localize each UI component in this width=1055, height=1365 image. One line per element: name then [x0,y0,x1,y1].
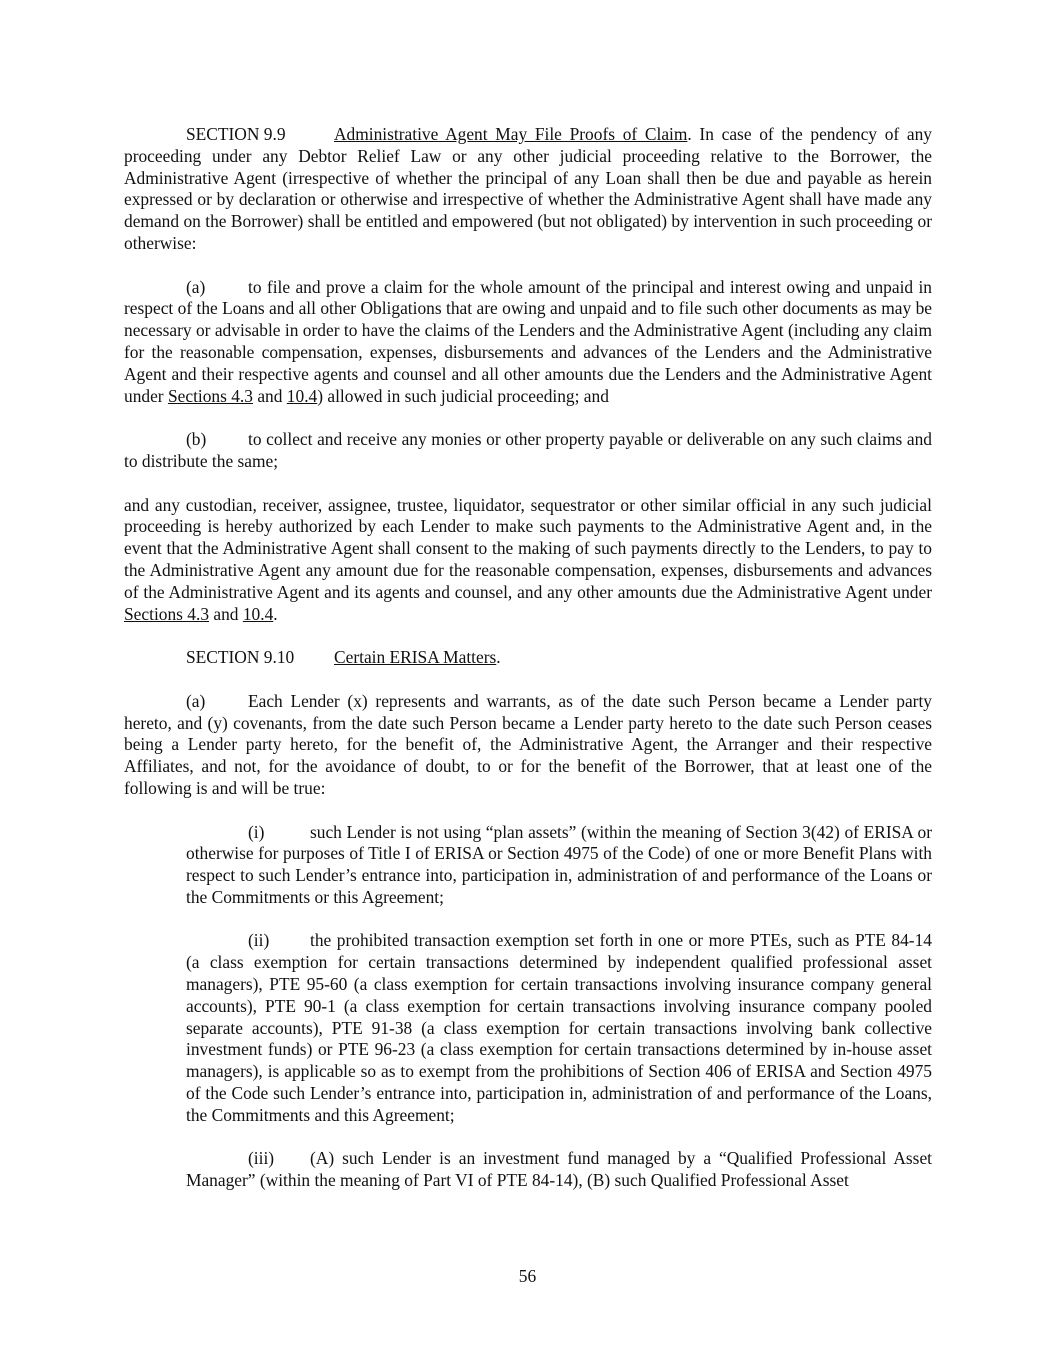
section-9-10-title: Certain ERISA Matters [334,647,497,668]
clause-a-paragraph [124,277,932,408]
clause-b-paragraph [124,429,932,473]
subclause-ii-number: (ii) [248,930,270,951]
section-9-9-heading: SECTION 9.9 [186,124,286,144]
section-9-9-title: Administrative Agent May File Proofs of Claim [334,124,688,144]
subclause-iii-text: (A) such Lender is an investment fund managed by a “Qualified Professional Asset Manager” (within the meaning of Part VI of PTE 84-14), (B) such Qualified Professional Asset [186,1148,932,1191]
clause-a-and: and [252,385,287,406]
section-9-10-heading: SECTION 9.10 [186,647,295,668]
clause-b-text: to collect and receive any monies or other property payable or deliverable on any such claims and to distribute the same; [124,429,932,471]
section-9-10-heading-paragraph [124,647,932,669]
subclause-iii-number: (iii) [248,1148,275,1169]
section-9-9-paragraph [124,124,932,255]
clause-a-end: ) allowed in such judicial proceeding; and [317,385,609,406]
tail-and: and [209,603,243,624]
erisa-clause-a-text: Each Lender (x) represents and warrants, as of the date such Person became a Lender party hereto, and (y) covenants, from the date such Person became a Lender party hereto to the date such Person ceases being a Lender party hereto, for the benefit of, the Administrative Agent, the Arranger and their respective Affiliates, and not, for the avoidance of doubt, to or for the benefit of the Borrower, that at least one of the following is and will be true: [124,690,932,798]
clause-a-ref-10-4: 10.4 [286,385,318,406]
erisa-clause-a-number: (a) [186,690,206,711]
tail-paragraph [124,495,932,626]
subclause-i-text: such Lender is not using “plan assets” (within the meaning of Section 3(42) of ERISA or otherwise for purposes of Title I of ERISA or Section 4975 of the Code) of one or more Benefit Plans with respect to such Lender’s entrance into, participation in, administration of and performance of the Loans or the Commitments or this Agreement; [186,821,932,907]
subclause-ii-paragraph [186,930,932,1126]
subclause-ii-text: the prohibited transaction exemption set forth in one or more PTEs, such as PTE 84-14 (a class exemption for certain transactions determined by independent qualified professional asset managers), PTE 95-60 (a class exemption for certain transactions involving insurance company general accounts), PTE 90-1 (a class exemption for certain transactions involving insurance company pooled separate accounts), PTE 91-38 (a class exemption for certain transactions involving bank collective investment funds) or PTE 96-23 (a class exemption for certain transactions determined by in-house asset managers), is applicable so as to exempt from the prohibitions of Section 406 of ERISA and Section 4975 of the Code such Lender’s entrance into, participation in, administration of and performance of the Loans, the Commitments and this Agreement; [186,930,932,1125]
page-number: 56 [518,1266,537,1286]
tail-text: and any custodian, receiver, assignee, trustee, liquidator, sequestrator or other similar official in any such judicial proceeding is hereby authorized by each Lender to make such payments to the Administrative Agent and, in the event that the Administrative Agent shall consent to the making of such payments directly to the Lenders, to pay to the Administrative Agent any amount due for the reasonable compensation, expenses, disbursements and advances of the Administrative Agent and its agents and counsel, and any other amounts due the Administrative Agent under [124,494,932,602]
tail-end: . [273,603,278,624]
section-9-10-title-end: . [496,647,501,668]
clause-b-number: (b) [186,429,207,450]
subclause-i-number: (i) [248,821,265,842]
erisa-clause-a-paragraph [124,691,932,800]
document-page [124,124,932,1214]
clause-a-ref-sections-4-3: Sections 4.3 [167,385,253,406]
clause-a-text: to file and prove a claim for the whole amount of the principal and interest owing and unpaid in respect of the Loans and all other Obligations that are owing and unpaid and to file such other documents as may be necessary or advisable in order to have the claims of the Lenders and the Administrative Agent (including any claim for the reasonable compensation, expenses, disbursements and advances of the Lenders and the Administrative Agent and their respective agents and counsel and all other amounts due the Lenders and the Administrative Agent under [124,276,932,406]
tail-ref-10-4: 10.4 [242,603,274,624]
erisa-subclauses [186,822,932,1193]
clause-a-number: (a) [186,276,206,297]
subclause-iii-paragraph [186,1148,932,1192]
section-9-9-body: . In case of the pendency of any proceeding under any Debtor Relief Law or any other judicial proceeding relative to the Borrower, the Administrative Agent (irrespective of whether the principal of any Loan shall then be due and payable as herein expressed or by declaration or otherwise and irrespective of whether the Administrative Agent shall have made any demand on the Borrower) shall be entitled and empowered (but not obligated) by intervention in such proceeding or otherwise: [124,124,932,253]
subclause-i-paragraph [186,822,932,909]
tail-ref-sections-4-3: Sections 4.3 [124,603,210,624]
